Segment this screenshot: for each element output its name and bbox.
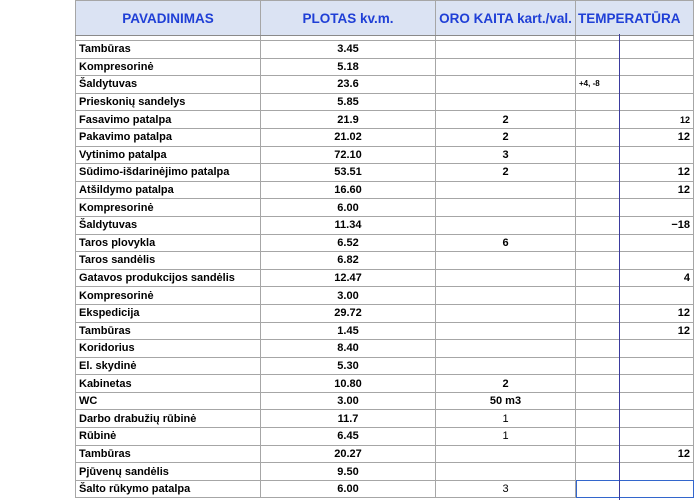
name-cell[interactable]: Tambūras bbox=[76, 322, 261, 340]
air-cell[interactable] bbox=[436, 216, 576, 234]
header-row bbox=[76, 1, 694, 36]
table-row bbox=[76, 375, 694, 393]
area-cell[interactable]: 5.85 bbox=[261, 93, 436, 111]
table-row bbox=[76, 392, 694, 410]
air-cell[interactable]: 2 bbox=[436, 164, 576, 182]
table-row bbox=[76, 146, 694, 164]
temp-cell[interactable]: 12 bbox=[576, 304, 694, 322]
area-cell[interactable]: 20.27 bbox=[261, 445, 436, 463]
name-cell[interactable]: Šaldytuvas bbox=[76, 76, 261, 94]
area-cell[interactable]: 6.82 bbox=[261, 252, 436, 270]
table-row bbox=[76, 216, 694, 234]
temp-cell[interactable] bbox=[576, 357, 694, 375]
table-row bbox=[76, 480, 694, 498]
name-cell[interactable]: Darbo drabužių rūbinė bbox=[76, 410, 261, 428]
area-cell[interactable]: 11.7 bbox=[261, 410, 436, 428]
air-cell[interactable] bbox=[436, 93, 576, 111]
air-cell[interactable] bbox=[436, 199, 576, 217]
air-cell[interactable] bbox=[436, 322, 576, 340]
temp-cell[interactable] bbox=[576, 392, 694, 410]
table-row bbox=[76, 287, 694, 305]
table-row bbox=[76, 252, 694, 270]
name-cell[interactable]: Rūbinė bbox=[76, 428, 261, 446]
name-cell[interactable]: Pjūvenų sandėlis bbox=[76, 463, 261, 481]
name-cell[interactable]: Koridorius bbox=[76, 340, 261, 358]
area-cell[interactable]: 72.10 bbox=[261, 146, 436, 164]
table-row bbox=[76, 304, 694, 322]
temp-cell[interactable]: 12 bbox=[576, 111, 694, 129]
area-cell[interactable]: 1.45 bbox=[261, 322, 436, 340]
name-cell[interactable]: Kompresorinė bbox=[76, 199, 261, 217]
table-row bbox=[76, 410, 694, 428]
area-cell[interactable]: 9.50 bbox=[261, 463, 436, 481]
area-cell[interactable]: 6.52 bbox=[261, 234, 436, 252]
temp-cell[interactable] bbox=[576, 199, 694, 217]
temp-cell[interactable] bbox=[576, 375, 694, 393]
table-row bbox=[76, 128, 694, 146]
temp-cell[interactable]: 12 bbox=[576, 128, 694, 146]
header-air[interactable]: ORO KAITA kart./val. bbox=[436, 1, 576, 36]
air-cell[interactable]: 1 bbox=[436, 410, 576, 428]
table-row bbox=[76, 76, 694, 94]
table-row bbox=[76, 234, 694, 252]
air-cell[interactable]: 6 bbox=[436, 234, 576, 252]
table-row bbox=[76, 445, 694, 463]
area-cell[interactable]: 6.00 bbox=[261, 199, 436, 217]
area-cell[interactable]: 23.6 bbox=[261, 76, 436, 94]
name-cell[interactable]: WC bbox=[76, 392, 261, 410]
temp-cell[interactable] bbox=[576, 146, 694, 164]
temp-cell[interactable]: 12 bbox=[576, 322, 694, 340]
name-cell[interactable]: Kompresorinė bbox=[76, 58, 261, 76]
area-cell[interactable]: 53.51 bbox=[261, 164, 436, 182]
temp-cell[interactable] bbox=[576, 58, 694, 76]
rooms-table bbox=[75, 0, 694, 498]
name-cell[interactable]: Kompresorinė bbox=[76, 287, 261, 305]
name-cell[interactable]: Kabinetas bbox=[76, 375, 261, 393]
temp-cell[interactable] bbox=[576, 463, 694, 481]
temp-cell[interactable] bbox=[576, 410, 694, 428]
area-cell[interactable]: 16.60 bbox=[261, 181, 436, 199]
air-cell[interactable] bbox=[436, 463, 576, 481]
temp-cell[interactable]: 12 bbox=[576, 445, 694, 463]
name-cell[interactable]: Vytinimo patalpa bbox=[76, 146, 261, 164]
area-cell[interactable]: 8.40 bbox=[261, 340, 436, 358]
temp-cell[interactable] bbox=[576, 287, 694, 305]
temp-cell[interactable]: 12 bbox=[576, 164, 694, 182]
table-row bbox=[76, 322, 694, 340]
area-cell[interactable]: 3.45 bbox=[261, 41, 436, 59]
table-row bbox=[76, 164, 694, 182]
air-cell[interactable] bbox=[436, 76, 576, 94]
area-cell[interactable]: 21.02 bbox=[261, 128, 436, 146]
name-cell[interactable]: Tambūras bbox=[76, 41, 261, 59]
air-cell[interactable] bbox=[436, 269, 576, 287]
name-cell[interactable]: El. skydinė bbox=[76, 357, 261, 375]
header-name[interactable]: PAVADINIMAS bbox=[76, 1, 261, 36]
air-cell[interactable]: 3 bbox=[436, 480, 576, 498]
table-row bbox=[76, 181, 694, 199]
name-cell[interactable]: Tambūras bbox=[76, 445, 261, 463]
name-cell[interactable]: Fasavimo patalpa bbox=[76, 111, 261, 129]
air-cell[interactable] bbox=[436, 304, 576, 322]
area-cell[interactable]: 6.00 bbox=[261, 480, 436, 498]
air-cell[interactable]: 2 bbox=[436, 375, 576, 393]
name-cell[interactable]: Gatavos produkcijos sandėlis bbox=[76, 269, 261, 287]
table-row bbox=[76, 58, 694, 76]
name-cell[interactable]: Ekspedicija bbox=[76, 304, 261, 322]
temp-cell[interactable] bbox=[576, 480, 694, 498]
area-cell[interactable]: 29.72 bbox=[261, 304, 436, 322]
name-cell[interactable]: Šaldytuvas bbox=[76, 216, 261, 234]
column-divider bbox=[619, 34, 620, 500]
temp-cell[interactable] bbox=[576, 234, 694, 252]
table-row bbox=[76, 93, 694, 111]
table-row bbox=[76, 428, 694, 446]
temp-cell[interactable] bbox=[576, 93, 694, 111]
air-cell[interactable] bbox=[436, 58, 576, 76]
air-cell[interactable]: 2 bbox=[436, 111, 576, 129]
table-row bbox=[76, 357, 694, 375]
area-cell[interactable]: 5.18 bbox=[261, 58, 436, 76]
area-cell[interactable]: 3.00 bbox=[261, 287, 436, 305]
header-temp[interactable]: TEMPERATŪRA bbox=[576, 1, 694, 36]
temp-cell[interactable] bbox=[576, 252, 694, 270]
air-cell[interactable]: 3 bbox=[436, 146, 576, 164]
air-cell[interactable]: 1 bbox=[436, 428, 576, 446]
table-row bbox=[76, 41, 694, 59]
temp-cell[interactable] bbox=[576, 41, 694, 59]
temp-cell[interactable] bbox=[576, 340, 694, 358]
area-cell[interactable]: 3.00 bbox=[261, 392, 436, 410]
table-row bbox=[76, 463, 694, 481]
air-cell[interactable] bbox=[436, 252, 576, 270]
name-cell[interactable]: Šalto rūkymo patalpa bbox=[76, 480, 261, 498]
name-cell[interactable]: Taros sandėlis bbox=[76, 252, 261, 270]
air-cell[interactable] bbox=[436, 181, 576, 199]
air-cell[interactable] bbox=[436, 41, 576, 59]
area-cell[interactable]: 10.80 bbox=[261, 375, 436, 393]
name-cell[interactable]: Atšildymo patalpa bbox=[76, 181, 261, 199]
table-row bbox=[76, 340, 694, 358]
temp-cell[interactable]: −18 bbox=[576, 216, 694, 234]
air-cell[interactable]: 50 m3 bbox=[436, 392, 576, 410]
name-cell[interactable]: Sūdimo-išdarinėjimo patalpa bbox=[76, 164, 261, 182]
area-cell[interactable]: 6.45 bbox=[261, 428, 436, 446]
temp-cell[interactable] bbox=[576, 428, 694, 446]
area-cell[interactable]: 21.9 bbox=[261, 111, 436, 129]
air-cell[interactable] bbox=[436, 445, 576, 463]
temp-cell[interactable]: 4 bbox=[576, 269, 694, 287]
spreadsheet bbox=[75, 0, 690, 500]
air-cell[interactable] bbox=[436, 340, 576, 358]
table-body bbox=[76, 36, 694, 498]
table-row bbox=[76, 199, 694, 217]
name-cell[interactable]: Prieskonių sandelys bbox=[76, 93, 261, 111]
area-cell[interactable]: 5.30 bbox=[261, 357, 436, 375]
name-cell[interactable]: Taros plovykla bbox=[76, 234, 261, 252]
name-cell[interactable]: Pakavimo patalpa bbox=[76, 128, 261, 146]
temp-cell[interactable]: +4, -8 bbox=[576, 76, 694, 94]
area-cell[interactable]: 11.34 bbox=[261, 216, 436, 234]
temp-cell[interactable]: 12 bbox=[576, 181, 694, 199]
area-cell[interactable]: 12.47 bbox=[261, 269, 436, 287]
air-cell[interactable]: 2 bbox=[436, 128, 576, 146]
air-cell[interactable] bbox=[436, 287, 576, 305]
table-row bbox=[76, 111, 694, 129]
table-row bbox=[76, 269, 694, 287]
air-cell[interactable] bbox=[436, 357, 576, 375]
header-area[interactable]: PLOTAS kv.m. bbox=[261, 1, 436, 36]
